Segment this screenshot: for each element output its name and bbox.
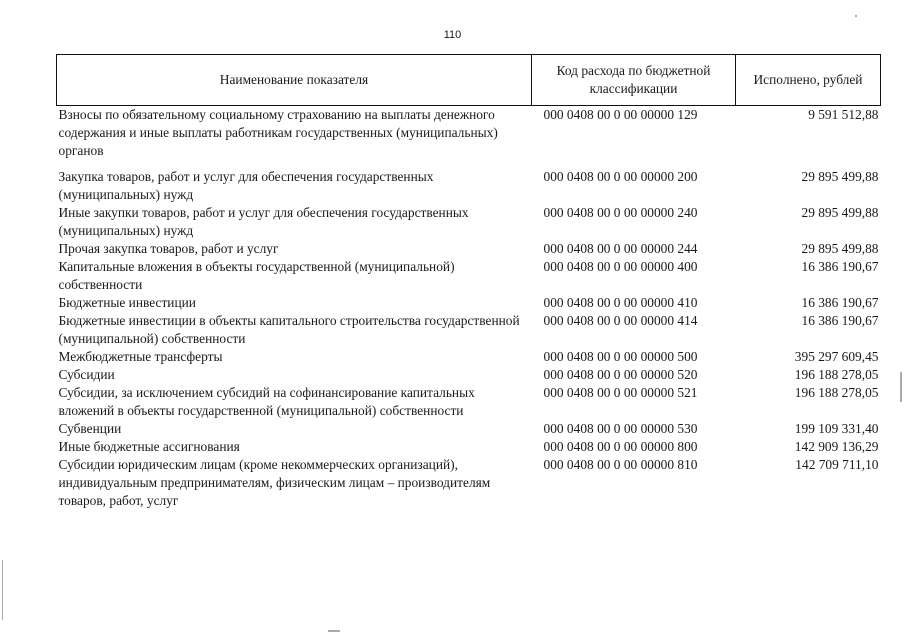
table-row: [57, 348, 881, 366]
table-row: [57, 438, 881, 456]
row-code: 000 0408 00 0 00 00000 520: [543, 367, 698, 382]
table-row: [57, 106, 881, 161]
row-code: 000 0408 00 0 00 00000 400: [543, 259, 698, 274]
table-row: [57, 294, 881, 312]
row-amount: 9 591 512,88: [808, 107, 879, 122]
row-name: Бюджетные инвестиции в объекты капитального строительства государственной (муниципальной) собственности: [58, 313, 520, 346]
row-name: Закупка товаров, работ и услуг для обеспечения государственных (муниципальных) нужд: [58, 169, 434, 202]
row-name: Капитальные вложения в объекты государственной (муниципальной) собственности: [58, 259, 455, 292]
row-code: 000 0408 00 0 00 00000 414: [543, 313, 698, 328]
table-row: [57, 204, 881, 240]
row-amount: 29 895 499,88: [801, 205, 879, 220]
row-amount: 16 386 190,67: [801, 295, 879, 310]
row-name: Субсидии юридическим лицам (кроме некоммерческих организаций), индивидуальным предпринимателям, физическим лицам – производителям товаров, работ, услуг: [58, 457, 491, 508]
table-row: [57, 366, 881, 384]
row-name: Прочая закупка товаров, работ и услуг: [58, 241, 279, 256]
row-amount: 29 895 499,88: [801, 241, 879, 256]
header-budget-code: Код расхода по бюджетной классификации: [532, 55, 736, 106]
row-amount: 196 188 278,05: [794, 367, 879, 382]
budget-table: [56, 54, 881, 510]
row-amount: 29 895 499,88: [801, 169, 879, 184]
row-name: Субвенции: [58, 421, 122, 436]
row-code: 000 0408 00 0 00 00000 521: [543, 385, 698, 400]
row-amount: 16 386 190,67: [801, 259, 879, 274]
row-code: 000 0408 00 0 00 00000 530: [543, 421, 698, 436]
header-indicator-name: Наименование показателя: [57, 55, 532, 106]
scan-artifact: [328, 630, 340, 632]
row-name: Взносы по обязательному социальному страхованию на выплаты денежного содержания и иные выплаты работникам государственных (муниципальных) органов: [58, 107, 498, 158]
row-amount: 142 709 711,10: [795, 457, 879, 472]
row-code: 000 0408 00 0 00 00000 244: [543, 241, 698, 256]
row-amount: 395 297 609,45: [794, 349, 879, 364]
row-code: 000 0408 00 0 00 00000 240: [543, 205, 698, 220]
page-number: 110: [443, 29, 462, 41]
row-name: Субсидии, за исключением субсидий на софинансирование капитальных вложений в объекты государственной (муниципальной) собственности: [58, 385, 475, 418]
table-header-row: [57, 55, 881, 106]
header-executed-amount: Исполнено, рублей: [736, 55, 881, 106]
table-row: [57, 168, 881, 204]
row-code: 000 0408 00 0 00 00000 200: [543, 169, 698, 184]
row-spacer: [57, 160, 881, 168]
table-row: [57, 240, 881, 258]
row-code: 000 0408 00 0 00 00000 810: [543, 457, 698, 472]
row-name: Иные закупки товаров, работ и услуг для обеспечения государственных (муниципальных) нужд: [58, 205, 469, 238]
row-code: 000 0408 00 0 00 00000 500: [543, 349, 698, 364]
row-amount: 196 188 278,05: [794, 385, 879, 400]
row-amount: 142 909 136,29: [794, 439, 879, 454]
row-name: Межбюджетные трансферты: [58, 349, 223, 364]
row-name: Иные бюджетные ассигнования: [58, 439, 240, 454]
table-row: [57, 420, 881, 438]
table-row: [57, 258, 881, 294]
table-row: [57, 456, 881, 510]
row-code: 000 0408 00 0 00 00000 129: [543, 107, 698, 122]
scan-artifact: [2, 560, 3, 620]
row-code: 000 0408 00 0 00 00000 800: [543, 439, 698, 454]
row-name: Субсидии: [58, 367, 115, 382]
row-code: 000 0408 00 0 00 00000 410: [543, 295, 698, 310]
scan-artifact: [855, 15, 857, 17]
row-name: Бюджетные инвестиции: [58, 295, 196, 310]
row-amount: 16 386 190,67: [801, 313, 879, 328]
row-amount: 199 109 331,40: [794, 421, 879, 436]
table-row: [57, 312, 881, 348]
scan-artifact: [900, 372, 902, 402]
table-row: [57, 384, 881, 420]
